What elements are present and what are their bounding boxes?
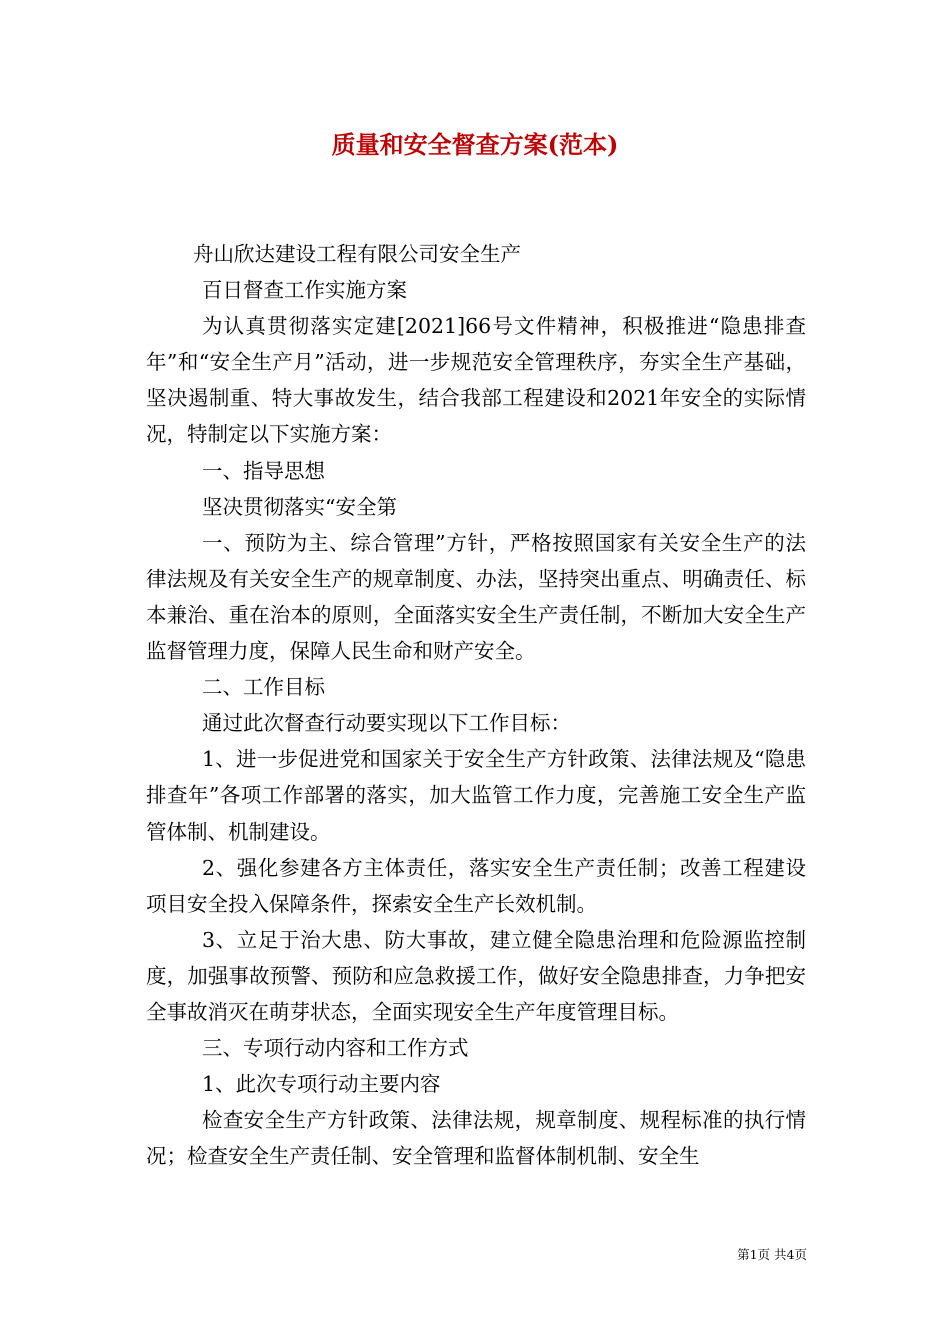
paragraph-goal-1: 1、进一步促进党和国家关于安全生产方针政策、法律法规及“隐患排查年”各项工作部署的落实，加大监管工作力度，完善施工安全生产监管体制、机制建设。: [146, 747, 806, 844]
paragraph-inspection: 检查安全生产方针政策、法律法规，规章制度、规程标准的执行情况；检查安全生产责任制、安全管理和监督体制机制、安全生: [146, 1108, 806, 1169]
paragraph-plan-name: 百日督查工作实施方案: [202, 278, 407, 303]
document-title: 质量和安全督查方案(范本): [331, 130, 619, 159]
paragraph-implement: 坚决贯彻落实“安全第: [202, 494, 397, 519]
page-number: 第1页 共4页: [737, 1247, 807, 1262]
document-body: [146, 236, 806, 1174]
paragraph-goal-2: 2、强化参建各方主体责任，落实安全生产责任制；改善工程建设项目安全投入保障条件，探索安全生产长效机制。: [146, 855, 806, 916]
paragraph-policy: 一、预防为主、综合管理”方针，严格按照国家有关安全生产的法律法规及有关安全生产的规章制度、办法，坚持突出重点、明确责任、标本兼治、重在治本的原则，全面落实安全生产责任制，不断加大安全生产监督管理力度，保障人民生命和财产安全。: [146, 530, 806, 664]
heading-special-action: 三、专项行动内容和工作方式: [202, 1036, 469, 1061]
paragraph-goals-intro: 通过此次督查行动要实现以下工作目标：: [202, 711, 571, 736]
paragraph-goal-3: 3、立足于治大患、防大事故，建立健全隐患治理和危险源监控制度，加强事故预警、预防和应急救援工作，做好安全隐患排查，力争把安全事故消灭在萌芽状态，全面实现安全生产年度管理目标。: [146, 927, 806, 1024]
heading-main-content: 1、此次专项行动主要内容: [202, 1072, 441, 1097]
paragraph-intro: 为认真贯彻落实定建[2021]66号文件精神，积极推进“隐患排查年”和“安全生产月”活动，进一步规范安全管理秩序，夯实全生产基础，坚决遏制重、特大事故发生，结合我部工程建设和2021年安全的实际情况，特制定以下实施方案：: [146, 314, 806, 447]
heading-work-goals: 二、工作目标: [202, 675, 325, 700]
paragraph-company: 舟山欣达建设工程有限公司安全生产: [193, 242, 521, 266]
heading-guiding-ideology: 一、指导思想: [202, 458, 325, 483]
